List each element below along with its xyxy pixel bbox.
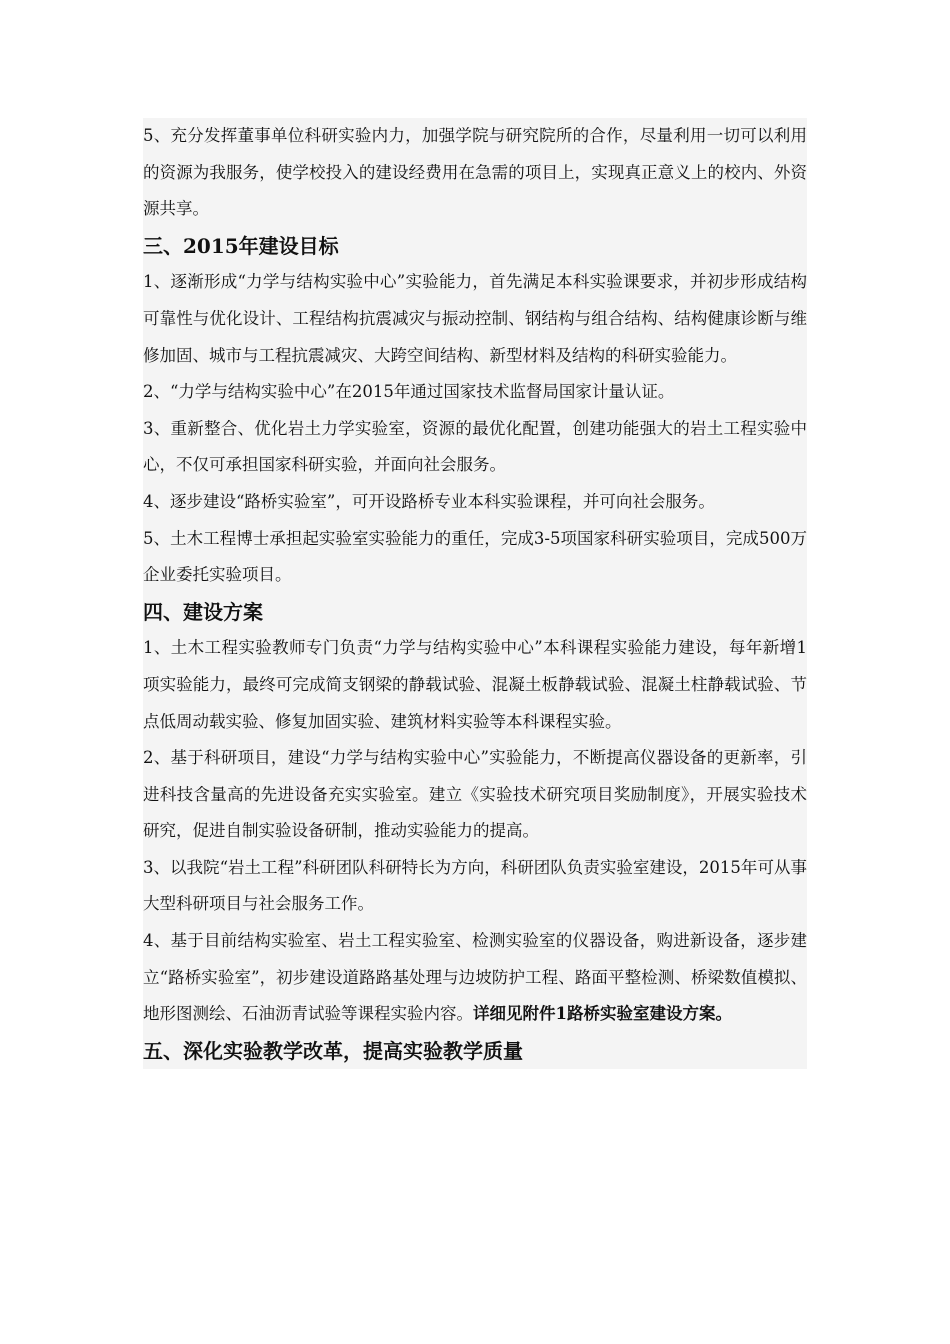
paragraph-plan-2: 2、基于科研项目，建设“力学与结构实验中心”实验能力，不断提高仪器设备的更新率，引进科技含量高的先进设备充实实验室。建立《实验技术研究项目奖励制度》，开展实验技术研究，促进自制实验设备研制，推动实验能力的提高。 — [143, 748, 807, 841]
paragraph-goal-4: 4、逐步建设“路桥实验室”，可开设路桥专业本科实验课程，并可向社会服务。 — [143, 491, 715, 511]
paragraph-goal-3: 3、重新整合、优化岩土力学实验室，资源的最优化配置，创建功能强大的岩土工程实验中心，不仅可承担国家科研实验，并面向社会服务。 — [143, 418, 807, 475]
paragraph-plan-1: 1、土木工程实验教师专门负责“力学与结构实验中心”本科课程实验能力建设，每年新增1项实验能力，最终可完成简支钢梁的静载试验、混凝土板静载试验、混凝土柱静载试验、节点低周动载实验、修复加固实验、建筑材料实验等本科课程实验。 — [143, 638, 807, 731]
paragraph-plan-3: 3、以我院“岩土工程”科研团队科研特长为方向，科研团队负责实验室建设，2015年可从事大型科研项目与社会服务工作。 — [143, 857, 807, 914]
paragraph-goal-5: 5、土木工程博士承担起实验室实验能力的重任，完成3-5项国家科研实验项目，完成500万企业委托实验项目。 — [143, 528, 807, 585]
paragraph-cooperation-resources: 5、充分发挥董事单位科研实验内力，加强学院与研究院所的合作，尽量利用一切可以利用的资源为我服务，使学校投入的建设经费用在急需的项目上，实现真正意义上的校内、外资源共享。 — [143, 126, 807, 219]
document-body — [143, 118, 807, 1069]
paragraph-plan-4 — [143, 923, 807, 1033]
paragraph-plan-4-bold-reference: 详细见附件1路桥实验室建设方案。 — [473, 1004, 732, 1024]
paragraph-plan-4-text: 4、基于目前结构实验室、岩土工程实验室、检测实验室的仪器设备，购进新设备，逐步建立“路桥实验室”，初步建设道路路基处理与边坡防护工程、路面平整检测、桥梁数值模拟、地形图测绘、石油沥青试验等课程实验内容。 — [143, 931, 807, 1024]
heading-construction-plan: 四、建设方案 — [143, 599, 263, 624]
heading-teaching-reform: 五、深化实验教学改革，提高实验教学质量 — [143, 1038, 523, 1063]
paragraph-goal-1: 1、逐渐形成“力学与结构实验中心”实验能力，首先满足本科实验课要求，并初步形成结构可靠性与优化设计、工程结构抗震减灾与振动控制、钢结构与组合结构、结构健康诊断与维修加固、城市与工程抗震减灾、大跨空间结构、新型材料及结构的科研实验能力。 — [143, 272, 807, 365]
paragraph-goal-2: 2、“力学与结构实验中心”在2015年通过国家技术监督局国家计量认证。 — [143, 382, 675, 402]
heading-2015-goals: 三、2015年建设目标 — [143, 233, 339, 258]
